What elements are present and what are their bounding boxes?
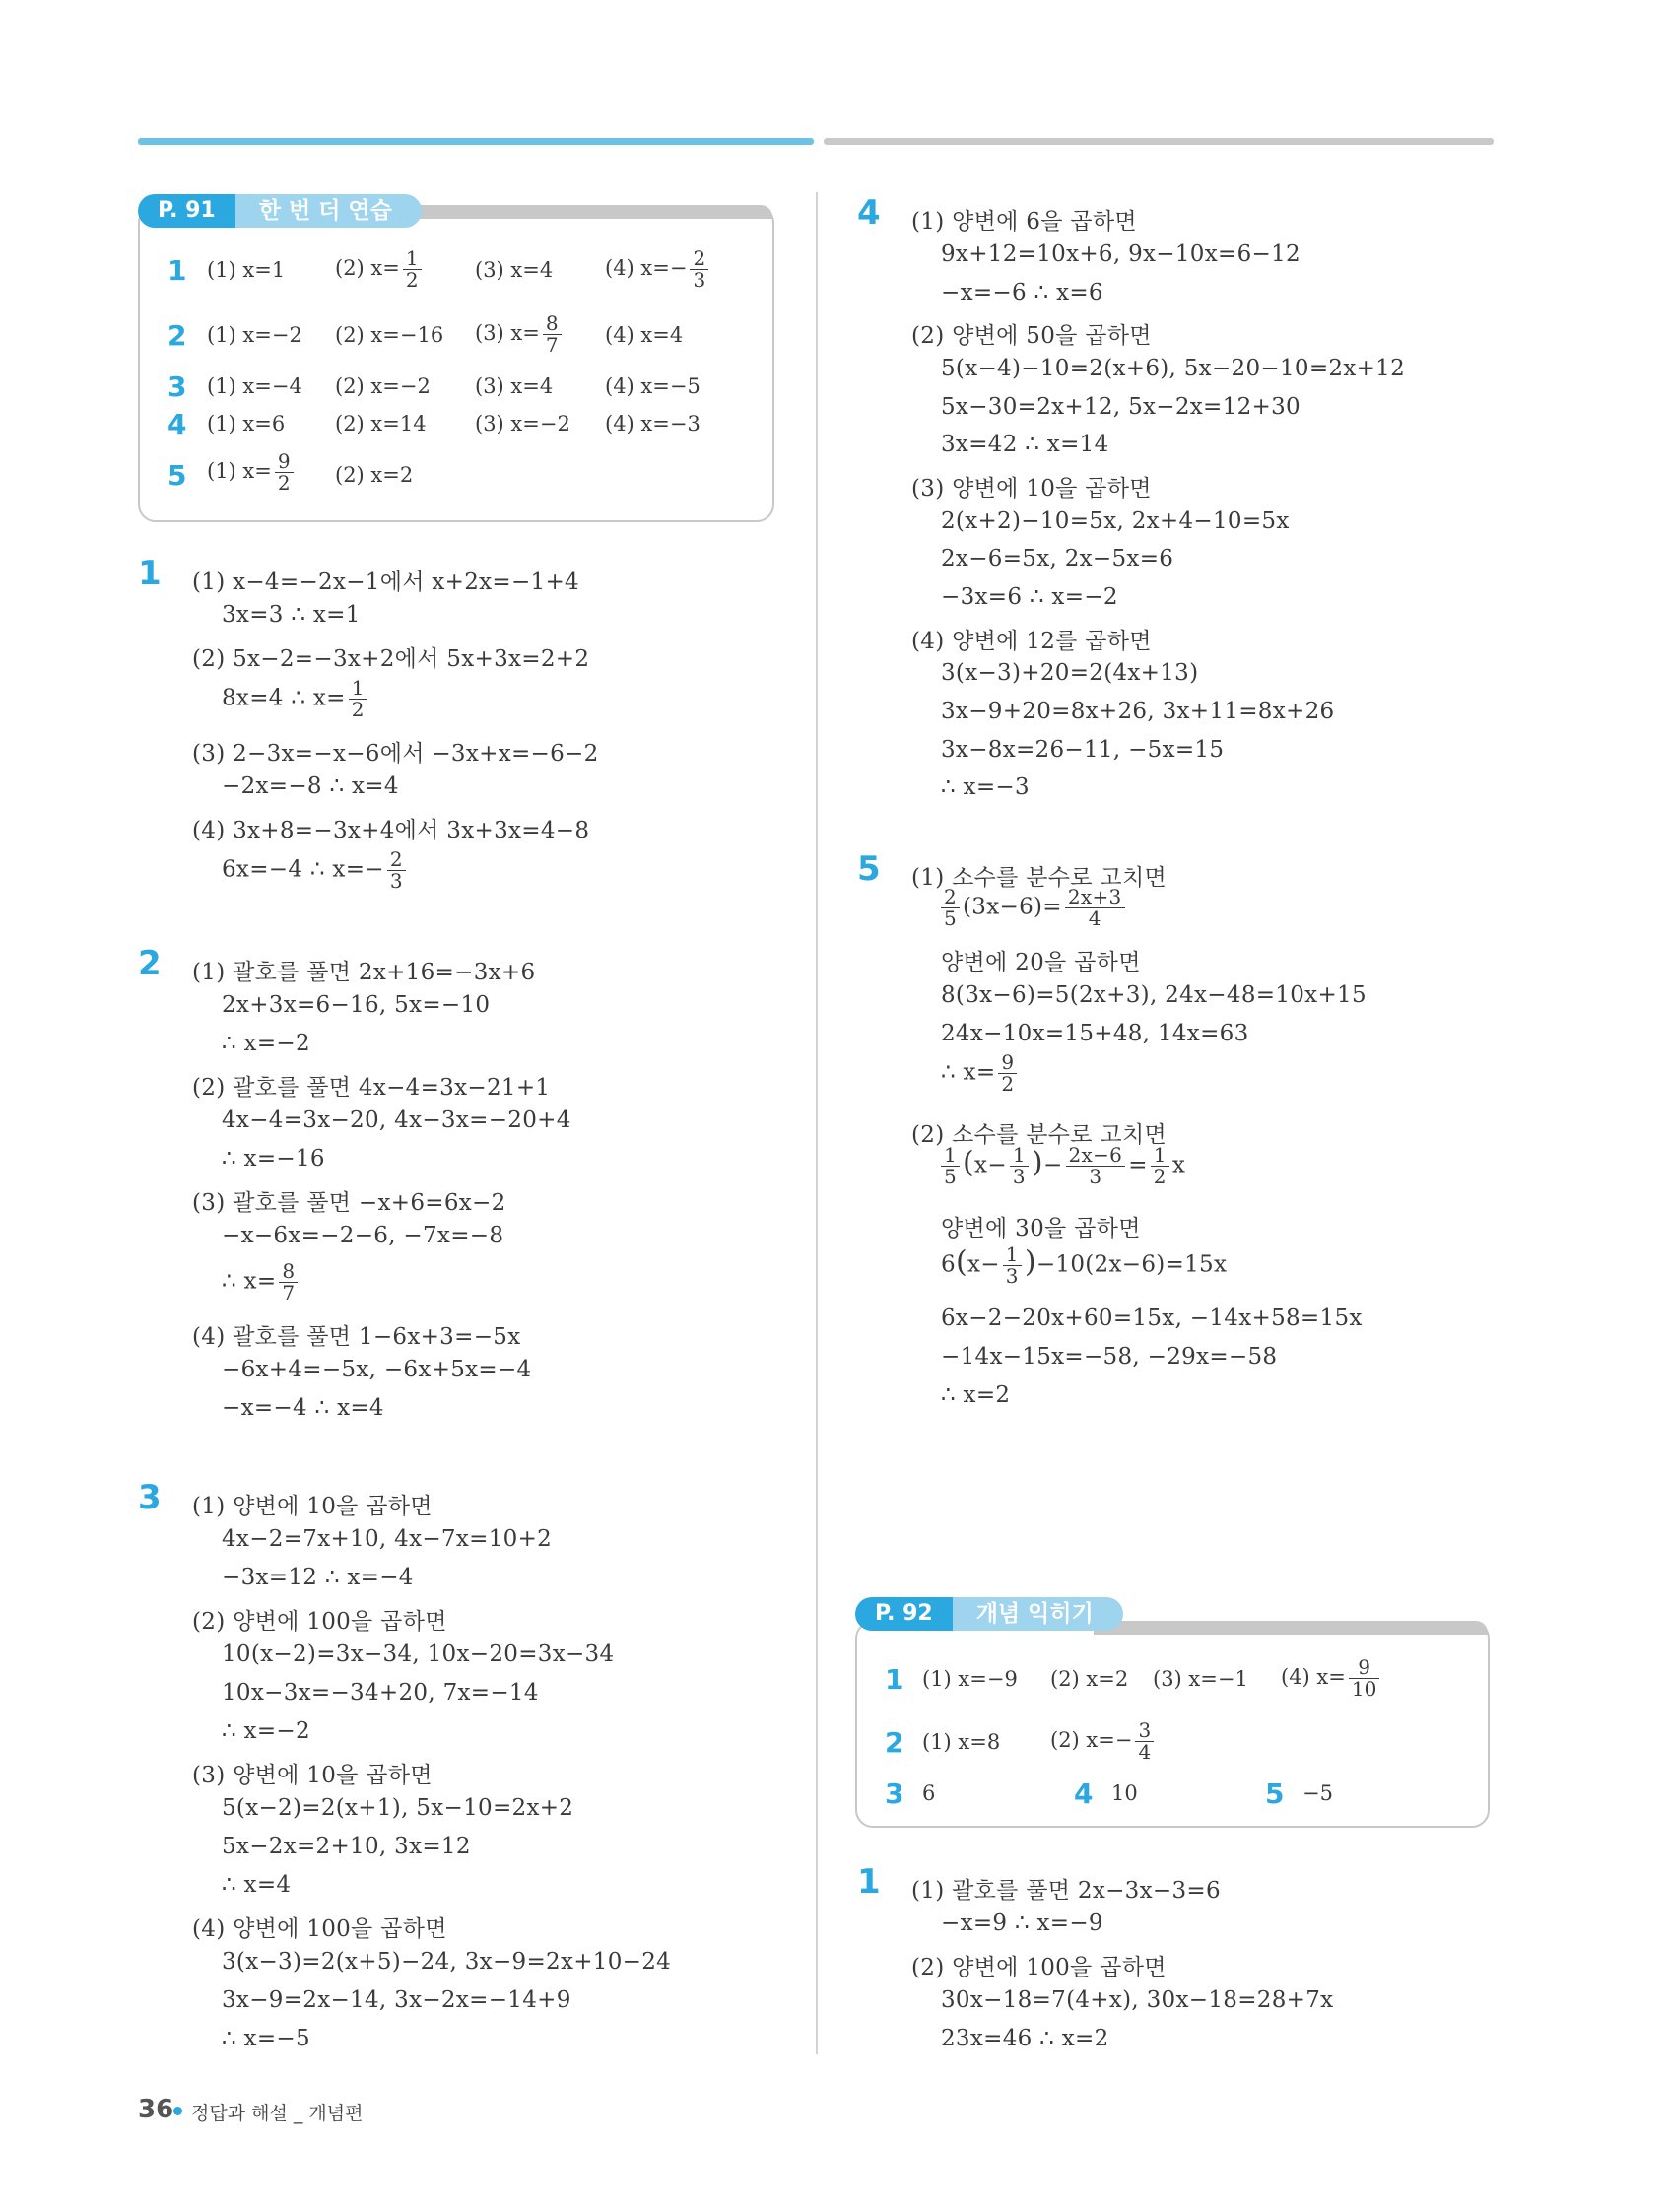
item-number: 1 xyxy=(167,254,187,287)
solution-line: ∴ x=4 xyxy=(222,1872,292,1898)
fraction: $\frac{8}{7}$ xyxy=(279,1261,298,1304)
solution-line: 5x−30=2x+12, 5x−2x=12+30 xyxy=(941,394,1301,420)
answer: 10 xyxy=(1111,1781,1138,1805)
solution-line: −x=−4 ∴ x=4 xyxy=(222,1395,384,1421)
solution-line: (4) 양변에 12를 곱하면 xyxy=(911,629,1152,654)
solution-line: 6(x− $\frac{1}{3}$ )−10(2x−6)=15x xyxy=(941,1242,1228,1288)
item-number: 5 xyxy=(167,459,187,492)
solution-line: 10(x−2)=3x−34, 10x−20=3x−34 xyxy=(222,1642,615,1667)
solution-line: 6x=−4 ∴ x=− $\frac{2}{3}$ xyxy=(222,849,409,892)
solution-line: 4x−4=3x−20, 4x−3x=−20+4 xyxy=(222,1107,571,1133)
box-tab-p91 xyxy=(138,194,422,228)
solution-line: −14x−15x=−58, −29x=−58 xyxy=(941,1344,1278,1370)
solution-line: 3x−9+20=8x+26, 3x+11=8x+26 xyxy=(941,699,1335,724)
solution-line: (2) 소수를 분수로 고치면 xyxy=(911,1122,1167,1148)
problem-number: 1 xyxy=(138,554,162,593)
answer: (1) x=−2 xyxy=(207,323,302,347)
answer: (3) x=4 xyxy=(475,374,554,398)
solution-line: (2) 괄호를 풀면 4x−4=3x−21+1 xyxy=(192,1075,551,1101)
solution-line: 3x=3 ∴ x=1 xyxy=(222,602,361,628)
solution-line: $\frac{1}{5}$ (x− $\frac{1}{3}$ )− $\frac{2x-6}{3}$ = $\frac{1}{2}$ x xyxy=(938,1145,1185,1187)
answer: 6 xyxy=(922,1781,936,1805)
solution-line: (3) 양변에 10을 곱하면 xyxy=(192,1763,433,1788)
solution-line: ∴ x= $\frac{9}{2}$ xyxy=(941,1052,1020,1095)
fraction: $\frac{2x-6}{3}$ xyxy=(1066,1145,1126,1187)
top-rule-left xyxy=(138,138,814,145)
solution-line: 10x−3x=−34+20, 7x=−14 xyxy=(222,1680,539,1706)
solution-line: (2) 5x−2=−3x+2에서 5x+3x=2+2 xyxy=(192,646,590,672)
fraction: $\frac{9}{2}$ xyxy=(998,1052,1017,1095)
answer: (4) x=−5 xyxy=(605,374,701,398)
item-number: 4 xyxy=(167,408,187,440)
fraction: $\frac{1}{2}$ xyxy=(1151,1145,1169,1187)
problem-number: 1 xyxy=(857,1862,881,1902)
solution-line: $\frac{2}{5}$ (3x−6)= $\frac{2x+3}{4}$ xyxy=(938,887,1128,929)
solution-line: (4) 양변에 100을 곱하면 xyxy=(192,1916,447,1942)
solution-line: −x=−6 ∴ x=6 xyxy=(941,280,1103,305)
answer: (2) x=−2 xyxy=(335,374,431,398)
solution-line: 30x−18=7(4+x), 30x−18=28+7x xyxy=(941,1987,1334,2013)
problem-number: 5 xyxy=(857,849,881,889)
problem-number: 2 xyxy=(138,944,162,983)
solution-line: (4) 3x+8=−3x+4에서 3x+3x=4−8 xyxy=(192,818,590,843)
answer: (2) x=− $\frac{3}{4}$ xyxy=(1050,1720,1157,1763)
solution-line: 5x−2x=2+10, 3x=12 xyxy=(222,1834,471,1859)
item-number: 1 xyxy=(885,1663,904,1696)
solution-line: 양변에 20을 곱하면 xyxy=(941,950,1141,975)
page-number: 36 xyxy=(138,2095,174,2124)
solution-line: ∴ x=−2 xyxy=(222,1718,310,1744)
answer: (3) x=−2 xyxy=(475,412,570,436)
bullet-dot-icon xyxy=(173,2107,182,2115)
solution-line: (1) 소수를 분수로 고치면 xyxy=(911,865,1167,891)
answer: (1) x=1 xyxy=(207,258,286,282)
fraction: $\frac{1}{3}$ xyxy=(1003,1244,1022,1287)
fraction: $\frac{1}{3}$ xyxy=(1010,1145,1029,1187)
solution-line: ∴ x=−5 xyxy=(222,2026,310,2051)
fraction: $\frac{3}{4}$ xyxy=(1135,1720,1154,1763)
box-title: 개념 익히기 xyxy=(953,1597,1123,1631)
answer: (3) x=−1 xyxy=(1153,1667,1248,1691)
answer: (2) x=2 xyxy=(335,463,414,487)
solution-line: 6x−2−20x+60=15x, −14x+58=15x xyxy=(941,1306,1363,1331)
solution-line: 3x−8x=26−11, −5x=15 xyxy=(941,737,1225,763)
solution-line: (1) x−4=−2x−1에서 x+2x=−1+4 xyxy=(192,570,579,595)
answer: (4) x=−3 xyxy=(605,412,701,436)
solution-line: 2x−6=5x, 2x−5x=6 xyxy=(941,546,1174,571)
fraction: $\frac{8}{7}$ xyxy=(543,313,562,356)
solution-line: −3x=6 ∴ x=−2 xyxy=(941,584,1118,610)
tab-bar xyxy=(374,205,772,219)
fraction: $\frac{9}{2}$ xyxy=(275,451,294,494)
fraction: $\frac{2}{3}$ xyxy=(387,849,406,892)
item-number: 2 xyxy=(167,319,187,352)
answer: (4) x= $\frac{9}{10}$ xyxy=(1281,1657,1382,1700)
solution-line: 2(x+2)−10=5x, 2x+4−10=5x xyxy=(941,508,1290,534)
solution-line: ∴ x=2 xyxy=(941,1382,1011,1408)
solution-line: 9x+12=10x+6, 9x−10x=6−12 xyxy=(941,241,1301,267)
solution-line: (2) 양변에 100을 곱하면 xyxy=(911,1955,1167,1980)
answer: (1) x= $\frac{9}{2}$ xyxy=(207,451,297,494)
item-number: 3 xyxy=(885,1777,904,1810)
answer: (4) x=4 xyxy=(605,323,684,347)
box-tab-p92 xyxy=(855,1597,1123,1631)
solution-line: 3(x−3)=2(x+5)−24, 3x−9=2x+10−24 xyxy=(222,1949,672,1975)
fraction: $\frac{2x+3}{4}$ xyxy=(1065,887,1125,929)
answer: (1) x=8 xyxy=(922,1730,1001,1754)
solution-line: (1) 괄호를 풀면 2x−3x−3=6 xyxy=(911,1878,1221,1904)
fraction: $\frac{1}{5}$ xyxy=(941,1145,960,1187)
solution-line: 24x−10x=15+48, 14x=63 xyxy=(941,1021,1249,1046)
problem-number: 4 xyxy=(857,193,881,233)
item-number: 3 xyxy=(167,370,187,403)
fraction: $\frac{2}{5}$ xyxy=(941,887,960,929)
box-title: 한 번 더 연습 xyxy=(235,194,422,228)
answer: (2) x=2 xyxy=(1050,1667,1129,1691)
solution-line: 5(x−4)−10=2(x+6), 5x−20−10=2x+12 xyxy=(941,356,1406,381)
solution-line: −x−6x=−2−6, −7x=−8 xyxy=(222,1223,504,1248)
answer-box-p92 xyxy=(855,1621,1490,1828)
item-number: 2 xyxy=(885,1726,904,1759)
solution-line: (1) 양변에 6을 곱하면 xyxy=(911,209,1137,235)
answer: (2) x=−16 xyxy=(335,323,444,347)
solution-line: 8(3x−6)=5(2x+3), 24x−48=10x+15 xyxy=(941,982,1367,1008)
solution-line: −2x=−8 ∴ x=4 xyxy=(222,773,399,799)
solution-line: 8x=4 ∴ x= $\frac{1}{2}$ xyxy=(222,678,370,720)
page-label: P. 91 xyxy=(138,194,235,228)
solution-line: 2x+3x=6−16, 5x=−10 xyxy=(222,992,491,1018)
top-rule-right xyxy=(824,138,1494,145)
answer: (1) x=6 xyxy=(207,412,286,436)
fraction: $\frac{1}{2}$ xyxy=(403,248,422,291)
solution-line: −x=9 ∴ x=−9 xyxy=(941,1910,1103,1936)
solution-line: (3) 2−3x=−x−6에서 −3x+x=−6−2 xyxy=(192,741,599,767)
solution-line: (3) 괄호를 풀면 −x+6=6x−2 xyxy=(192,1190,506,1216)
solution-line: −3x=12 ∴ x=−4 xyxy=(222,1565,414,1590)
solution-line: (1) 양변에 10을 곱하면 xyxy=(192,1494,433,1519)
item-number: 5 xyxy=(1265,1777,1285,1810)
solution-line: 23x=46 ∴ x=2 xyxy=(941,2026,1109,2051)
item-number: 4 xyxy=(1074,1777,1094,1810)
solution-line: (1) 괄호를 풀면 2x+16=−3x+6 xyxy=(192,960,536,985)
fraction: $\frac{1}{2}$ xyxy=(349,678,367,720)
solution-line: 3x=42 ∴ x=14 xyxy=(941,432,1109,457)
answer: (2) x= $\frac{1}{2}$ xyxy=(335,248,425,291)
tab-bar xyxy=(1094,1621,1488,1635)
solution-line: (2) 양변에 50을 곱하면 xyxy=(911,323,1152,349)
answer: −5 xyxy=(1302,1781,1333,1805)
solution-line: 3x−9=2x−14, 3x−2x=−14+9 xyxy=(222,1987,571,2013)
footer-title: 정답과 해설 _ 개념편 xyxy=(191,2103,364,2124)
problem-number: 3 xyxy=(138,1478,162,1517)
fraction: $\frac{2}{3}$ xyxy=(690,248,708,291)
solution-line: ∴ x=−16 xyxy=(222,1146,325,1172)
solution-line: ∴ x=−3 xyxy=(941,774,1030,800)
solution-line: 5(x−2)=2(x+1), 5x−10=2x+2 xyxy=(222,1795,574,1821)
answer: (3) x= $\frac{8}{7}$ xyxy=(475,313,565,356)
solution-line: (4) 괄호를 풀면 1−6x+3=−5x xyxy=(192,1324,521,1350)
solution-line: 4x−2=7x+10, 4x−7x=10+2 xyxy=(222,1526,553,1552)
solution-line: −6x+4=−5x, −6x+5x=−4 xyxy=(222,1357,532,1382)
answer: (4) x=− $\frac{2}{3}$ xyxy=(605,248,711,291)
solution-line: 양변에 30을 곱하면 xyxy=(941,1216,1141,1241)
solution-line: (3) 양변에 10을 곱하면 xyxy=(911,476,1152,502)
answer: (1) x=−4 xyxy=(207,374,302,398)
answer: (3) x=4 xyxy=(475,258,554,282)
page-label: P. 92 xyxy=(855,1597,953,1631)
column-divider xyxy=(816,192,818,2054)
solution-line: ∴ x=−2 xyxy=(222,1031,310,1056)
answer: (1) x=−9 xyxy=(922,1667,1018,1691)
solution-line: 3(x−3)+20=2(4x+13) xyxy=(941,660,1199,686)
solution-line: ∴ x= $\frac{8}{7}$ xyxy=(222,1261,300,1304)
answer: (2) x=14 xyxy=(335,412,427,436)
fraction: $\frac{9}{10}$ xyxy=(1349,1657,1379,1700)
solution-line: (2) 양변에 100을 곱하면 xyxy=(192,1609,447,1635)
